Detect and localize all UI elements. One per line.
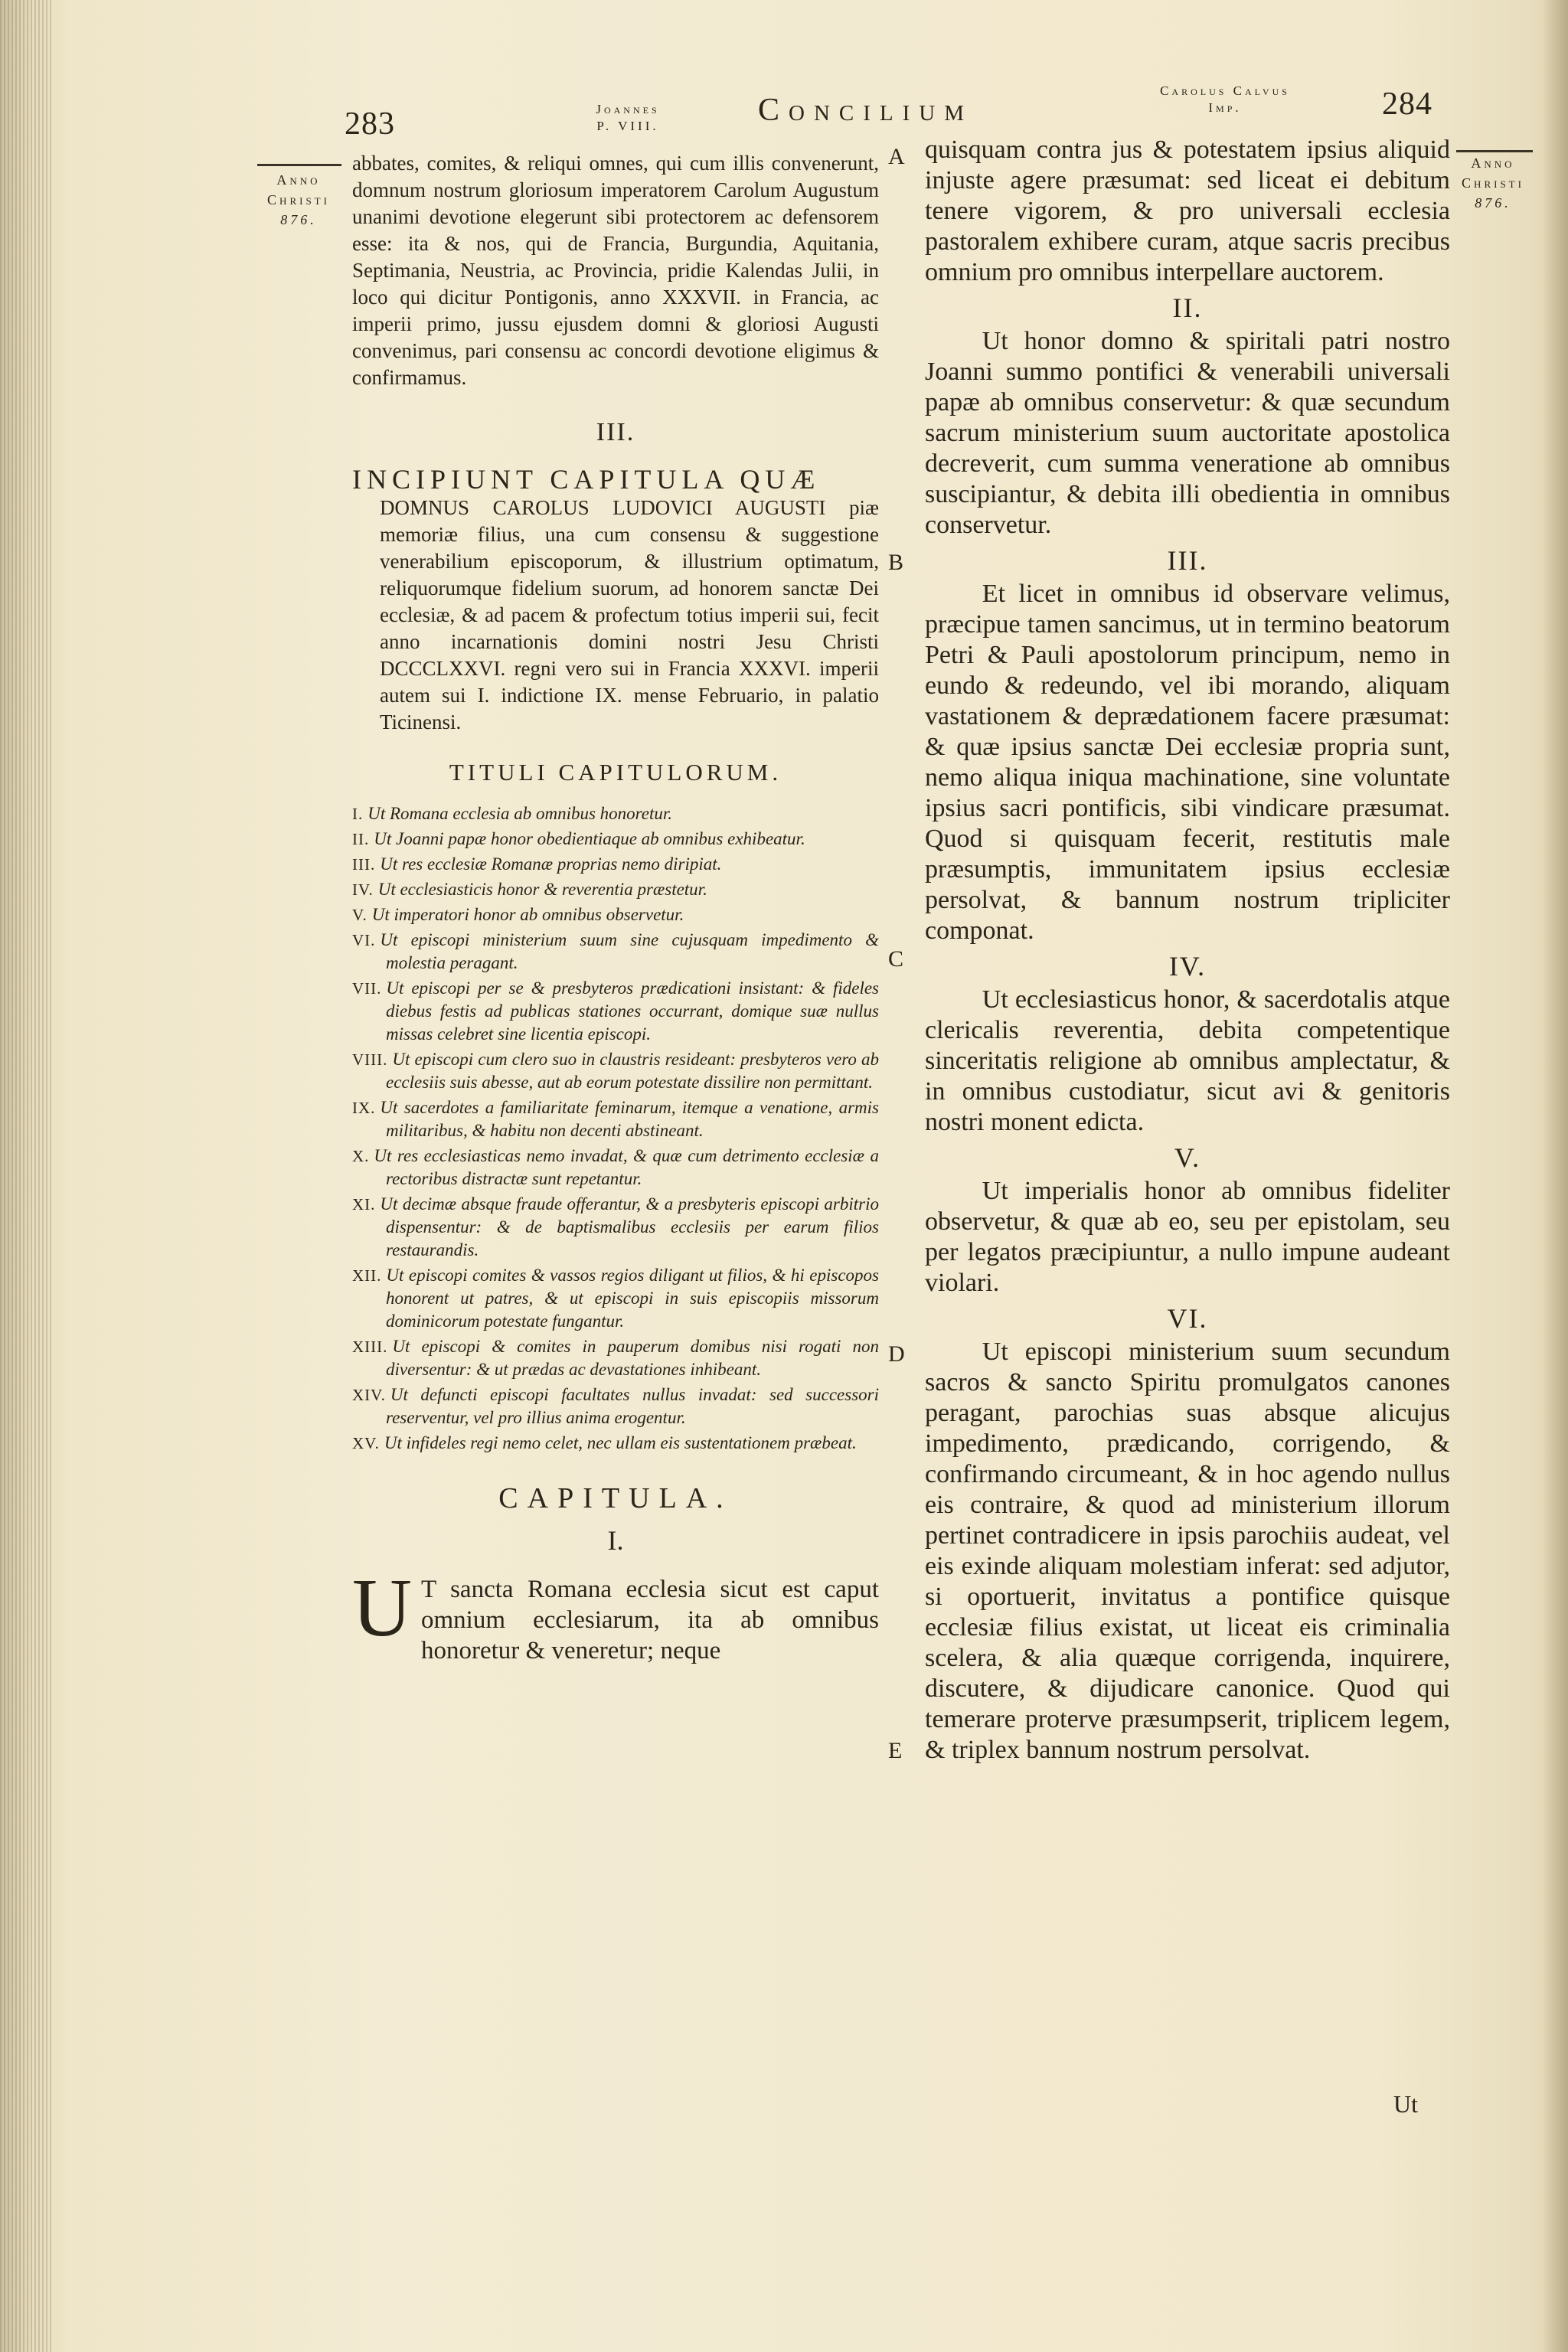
titulus-number: XIII. [352, 1338, 388, 1356]
titulus-item [352, 1145, 879, 1191]
titulus-text: Ut episcopi & comites in pauperum domibus nisi rogati non diversentur: & ut prædas ac devastationes inhibeant. [386, 1337, 879, 1379]
titulus-item [352, 878, 879, 901]
page-edge-left [0, 0, 54, 2352]
page-edge-right [1542, 0, 1568, 2352]
margin-note-right [1447, 153, 1539, 213]
capitulum-1-text [352, 1563, 879, 1666]
capitulum-4-text: Ut ecclesiasticus honor, & sacerdotalis atque clericalis reverentia, debita competentique sinceritatis religione ab omnibus amplectatur, & in omnibus custodiatur, sicut avi & genitoris nostri monent edicta. [925, 985, 1450, 1136]
capitulum-5-number: V. [1174, 1142, 1201, 1173]
tituli-heading: TITULI CAPITULORUM. [449, 759, 782, 786]
titulus-number: X. [352, 1147, 370, 1165]
titulus-number: VIII. [352, 1050, 388, 1069]
titulus-text: Ut episcopi comites & vassos regios diligant ut filios, & hi episcopos honorent ut patres, & ut episcopi in suis episcopiis missorum dominicorum potestate fungantur. [386, 1266, 879, 1331]
titulus-item [352, 802, 879, 825]
titulus-number: III. [352, 855, 376, 874]
running-title: Concilium [758, 93, 973, 128]
titulus-item [352, 1096, 879, 1142]
titulus-number: VI. [352, 931, 376, 949]
right-page-number: 284 [1382, 87, 1432, 122]
titulus-item [352, 1383, 879, 1429]
titulus-text: Ut episcopi cum clero suo in claustris resideant: presbyteros vero ab ecclesiis suis abesse, aut ab eorum potestate dissilire non permittant. [386, 1050, 879, 1092]
right-column [925, 135, 1450, 1766]
left-section-title: INCIPIUNT CAPITULA QUÆ [352, 464, 821, 495]
running-head-pope: Joannes [596, 102, 660, 116]
right-continuation: quisquam contra jus & potestatem ipsius aliquid injuste agere præsumat: sed liceat ei debitum tenere vigorem, & pro universali ecclesia pastoralem exhibere curam, atque sacris precibus omnium pro omnibus interpellare auctorem. [925, 136, 1450, 286]
titulus-item [352, 1048, 879, 1094]
titulus-text: Ut ecclesiasticis honor & reverentia præstetur. [377, 880, 707, 899]
titulus-item [352, 853, 879, 876]
margin-note-left [253, 170, 345, 230]
capitulum-3-number: III. [1167, 545, 1208, 576]
tituli-list [352, 802, 879, 1455]
titulus-text: Ut infideles regi nemo celet, nec ullam eis sustentationem præbeat. [384, 1433, 857, 1452]
left-running-head [559, 101, 697, 135]
titulus-item [352, 1264, 879, 1333]
titulus-item [352, 1193, 879, 1262]
titulus-number: XI. [352, 1195, 376, 1214]
margin-note-right-line-2: Christi [1462, 175, 1524, 191]
titulus-text: Ut Joanni papæ honor obedientiaque ab omnibus exhibeatur. [374, 829, 805, 848]
margin-note-left-line-2: Christi [267, 192, 330, 207]
capitulum-6-number: VI. [1167, 1303, 1208, 1334]
titulus-number: XII. [352, 1266, 382, 1285]
titulus-item [352, 977, 879, 1046]
margin-rule-left [257, 164, 341, 166]
section-marker-a: A [888, 144, 905, 169]
left-section-body: DOMNUS CAROLUS LUDOVICI AUGUSTI piæ memoriæ filius, una cum consensu & suggestione venerabilium episcoporum, & illustrium optimatum, reliquorumque fidelium suorum, ad honorem sanctæ Dei ecclesiæ, & ad pacem & profectum totius imperii sui, fecit anno incarnationis domini nostri Jesu Christi DCCCLXXVI. regni vero sui in Francia XXXVI. imperii autem sui I. indictione IX. mense Februario, in palatio Ticinensi. [380, 496, 879, 733]
titulus-text: Ut episcopi ministerium suum sine cujusquam impedimento & molestia peragant. [380, 930, 879, 972]
margin-note-right-line-1: Anno [1471, 155, 1515, 171]
capitulum-3-text: Et licet in omnibus id observare velimus, præcipue tamen sancimus, ut in termino beatorum Petri & Pauli apostolorum principum, nemo in eundo & redeundo, vel ibi morando, aliquam vastationem & deprædationem facere præsumat: & quæ ipsius sanctæ Dei ecclesiæ propria sunt, nemo aliqua iniqua machinatione, sine voluntate ipsius sacri pontificis, sibi vindicare præsumat. Quod si quisquam fecerit, restitutis male præsumptis, immunitatem ipsius ecclesiæ persolvat, & bannum nostrum tripliciter componat. [925, 580, 1450, 945]
capitulum-1-number: I. [607, 1525, 624, 1556]
margin-rule-right [1456, 150, 1533, 152]
titulus-text: Ut decimæ absque fraude offerantur, & a presbyteris episcopi arbitrio dispensentur: & de baptismalibus ecclesiis per earum filios restaurandis. [380, 1194, 879, 1259]
margin-note-left-line-3: 876. [280, 212, 317, 227]
titulus-number: I. [352, 805, 364, 823]
section-marker-d: D [888, 1341, 905, 1367]
titulus-number: V. [352, 906, 368, 924]
titulus-number: II. [352, 830, 370, 848]
margin-note-left-line-1: Anno [276, 172, 321, 188]
margin-note-right-line-3: 876. [1475, 195, 1511, 211]
right-running-head [1133, 83, 1317, 116]
titulus-item [352, 929, 879, 975]
capitulum-6-text: Ut episcopi ministerium suum secundum sacros & sancto Spiritu promulgatos canones peragant, parochias suas absque alicujus impedimento, prædicando, corrigendo, & confirmando circumeant, & in hoc agendo nullus eis contraire, & quod ad ministerium illorum pertinet contradicere in ipsis parochiis audeat, vel eis exinde aliquam molestiam inferat: sed adjutor, si oportuerit, invitatus a pontifice quisque ecclesiæ filius existat, ut liceat eis criminalia scelera, & alia quæque corrigenda, inquirere, discutere, & dijudicare canonice. Quod qui temerare proterve præsumpserit, triplicem legem, & triplex bannum nostrum persolvat. [925, 1338, 1450, 1764]
titulus-text: Ut sacerdotes a familiaritate feminarum, itemque a venatione, armis militaribus, & habitu non decenti abstineant. [380, 1098, 879, 1140]
titulus-item [352, 828, 879, 851]
capitula-heading: CAPITULA. [498, 1482, 733, 1514]
section-marker-e: E [888, 1738, 903, 1763]
section-marker-c: C [888, 946, 904, 972]
titulus-text: Ut defuncti episcopi facultates nullus invadat: sed successori reserventur, vel pro illius anima erogentur. [386, 1385, 879, 1427]
titulus-text: Ut Romana ecclesia ab omnibus honoretur. [368, 804, 673, 823]
titulus-number: VII. [352, 979, 382, 998]
left-column [352, 150, 879, 1666]
capitulum-1-body: T sancta Romana ecclesia sicut est caput omnium ecclesiarum, ita ab omnibus honoretur & veneretur; neque [421, 1576, 879, 1664]
capitulum-2-text: Ut honor domno & spiritali patri nostro Joanni summo pontifici & venerabili universali papæ ab omnibus conservetur: & quæ secundum sacrum ministerium suum auctoritate apostolica decreverit, cum summa veneratione ab omnibus suscipiantur, & debita illi obedientia in omnibus conservetur. [925, 327, 1450, 539]
titulus-text: Ut res ecclesiasticas nemo invadat, & quæ cum detrimento ecclesiæ a rectoribus distractæ sunt repetantur. [374, 1146, 879, 1188]
catchword: Ut [1393, 2090, 1418, 2118]
section-marker-b: B [888, 550, 904, 575]
titulus-number: XIV. [352, 1386, 386, 1404]
titulus-item [352, 1432, 879, 1455]
running-head-emperor-title: Imp. [1208, 100, 1242, 115]
titulus-item [352, 1335, 879, 1381]
titulus-number: XV. [352, 1434, 380, 1452]
left-opening-paragraph: abbates, comites, & reliqui omnes, qui cum illis convenerunt, domnum nostrum gloriosum imperatorem Carolum Augustum unanimi devotione elegerunt sibi protectorem ac defensorem esse: ita & nos, qui de Francia, Burgundia, Aquitania, Septimania, Neustria, ac Provincia, pridie Kalendas Julii, in loco qui dicitur Pontigonis, anno XXXVII. in Francia, ac imperii primo, jussu ejusdem domni & gloriosi Augusti convenimus, pari consensu ac concordi devotione eligimus & confirmamus. [352, 152, 879, 389]
left-section-number: III. [596, 418, 635, 446]
drop-cap: U [352, 1563, 412, 1654]
capitulum-2-number: II. [1172, 292, 1203, 323]
titulus-number: IV. [352, 880, 374, 899]
capitulum-5-text: Ut imperialis honor ab omnibus fideliter observetur, & quæ ab eo, seu per epistolam, seu per legatos præcipiuntur, a nullo impune audeant violari. [925, 1177, 1450, 1297]
running-head-emperor: Carolus Calvus [1160, 83, 1290, 98]
titulus-item [352, 903, 879, 926]
titulus-text: Ut episcopi per se & presbyteros prædicationi insistant: & fideles diebus festis ad publicas stationes occurrant, domique suæ nullus missas celebret sine licentia episcopi. [386, 978, 879, 1044]
left-page-number: 283 [345, 106, 395, 142]
titulus-number: IX. [352, 1099, 376, 1117]
titulus-text: Ut res ecclesiæ Romanæ proprias nemo diripiat. [380, 854, 722, 874]
titulus-text: Ut imperatori honor ab omnibus observetur. [371, 905, 684, 924]
running-head-pope-number: P. VIII. [596, 119, 659, 133]
capitulum-4-number: IV. [1168, 951, 1207, 982]
